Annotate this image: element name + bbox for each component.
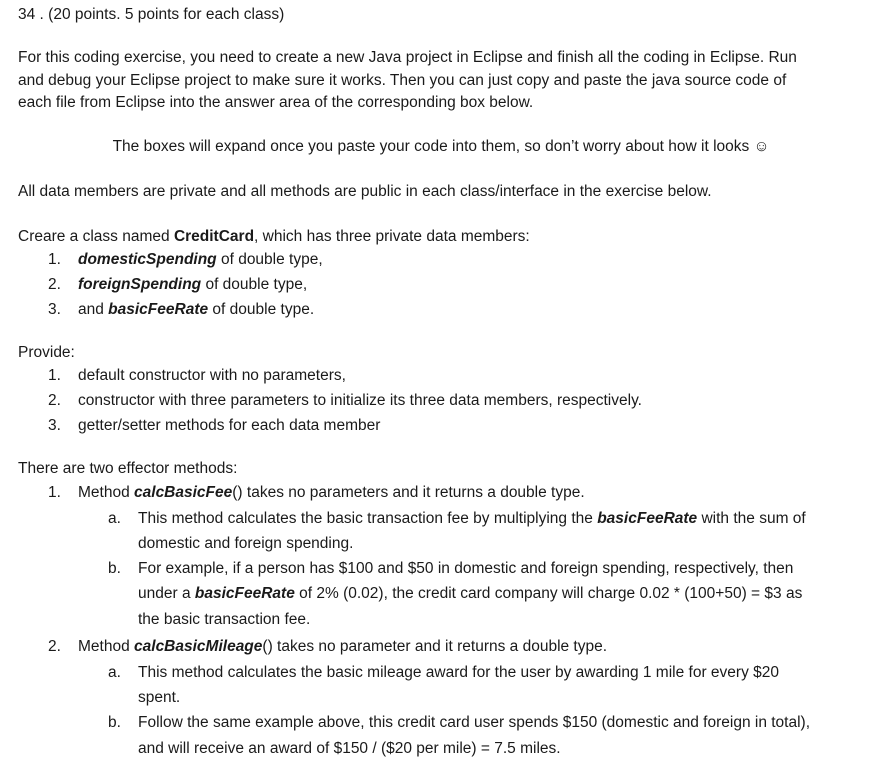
- method-2-number: 2.: [48, 638, 61, 655]
- member-2-number: 2.: [48, 276, 61, 293]
- member-3: and basicFeeRate of double type.: [78, 301, 315, 318]
- method-2-b-line-2: and will receive an award of $150 / ($20 per mile) = 7.5 miles.: [138, 740, 561, 757]
- member-1-number: 1.: [48, 251, 61, 268]
- provide-2: constructor with three parameters to initialize its three data members, respectively.: [78, 392, 642, 409]
- method-1-b-letter: b.: [108, 560, 121, 577]
- method-1-a-line-1: This method calculates the basic transaction fee by multiplying the basicFeeRate with the sum of: [138, 510, 806, 527]
- provide-2-number: 2.: [48, 392, 61, 409]
- provide-label: Provide:: [18, 344, 75, 361]
- method-2-title: Method calcBasicMileage() takes no parameter and it returns a double type.: [78, 638, 608, 655]
- method-1-title: Method calcBasicFee() takes no parameters and it returns a double type.: [78, 484, 585, 501]
- member-2: foreignSpending of double type,: [78, 276, 308, 293]
- access-rule: All data members are private and all methods are public in each class/interface in the exercise below.: [18, 183, 712, 200]
- provide-1: default constructor with no parameters,: [78, 367, 346, 384]
- intro-line-1: For this coding exercise, you need to create a new Java project in Eclipse and finish all the coding in Eclipse. Run: [18, 49, 797, 66]
- method-2-b-line-1: Follow the same example above, this credit card user spends $150 (domestic and foreign in total),: [138, 714, 811, 731]
- member-3-number: 3.: [48, 301, 61, 318]
- intro-line-3: each file from Eclipse into the answer area of the corresponding box below.: [18, 94, 534, 111]
- class-name: CreditCard: [173, 228, 255, 245]
- create-class-line: Creare a class named CreditCard, which has three private data members:: [18, 228, 530, 245]
- provide-3: getter/setter methods for each data member: [78, 417, 381, 434]
- method-1-b-line-2: under a basicFeeRate of 2% (0.02), the credit card company will charge 0.02 * (100+50) = $3 as: [138, 585, 803, 602]
- question-header: 34 . (20 points. 5 points for each class): [18, 6, 285, 23]
- member-1: domesticSpending of double type,: [78, 251, 323, 268]
- method-2-a-line-2: spent.: [138, 689, 181, 706]
- provide-3-number: 3.: [48, 417, 61, 434]
- method-2-a-line-1: This method calculates the basic mileage award for the user by awarding 1 mile for every $20: [138, 664, 779, 681]
- note-line: The boxes will expand once you paste your code into them, so don’t worry about how it looks ☺: [112, 138, 770, 155]
- method-2-a-letter: a.: [108, 664, 121, 681]
- method-1-a-letter: a.: [108, 510, 121, 527]
- intro-line-2: and debug your Eclipse project to make sure it works. Then you can just copy and paste the java source code of: [18, 72, 787, 89]
- method-2-b-letter: b.: [108, 714, 121, 731]
- method-1-a-line-2: domestic and foreign spending.: [138, 535, 354, 552]
- method-1-b-line-3: the basic transaction fee.: [138, 611, 311, 628]
- method-1-number: 1.: [48, 484, 61, 501]
- method-1-b-line-1: For example, if a person has $100 and $50 in domestic and foreign spending, respectively, then: [138, 560, 794, 577]
- provide-1-number: 1.: [48, 367, 61, 384]
- effector-label: There are two effector methods:: [18, 460, 238, 477]
